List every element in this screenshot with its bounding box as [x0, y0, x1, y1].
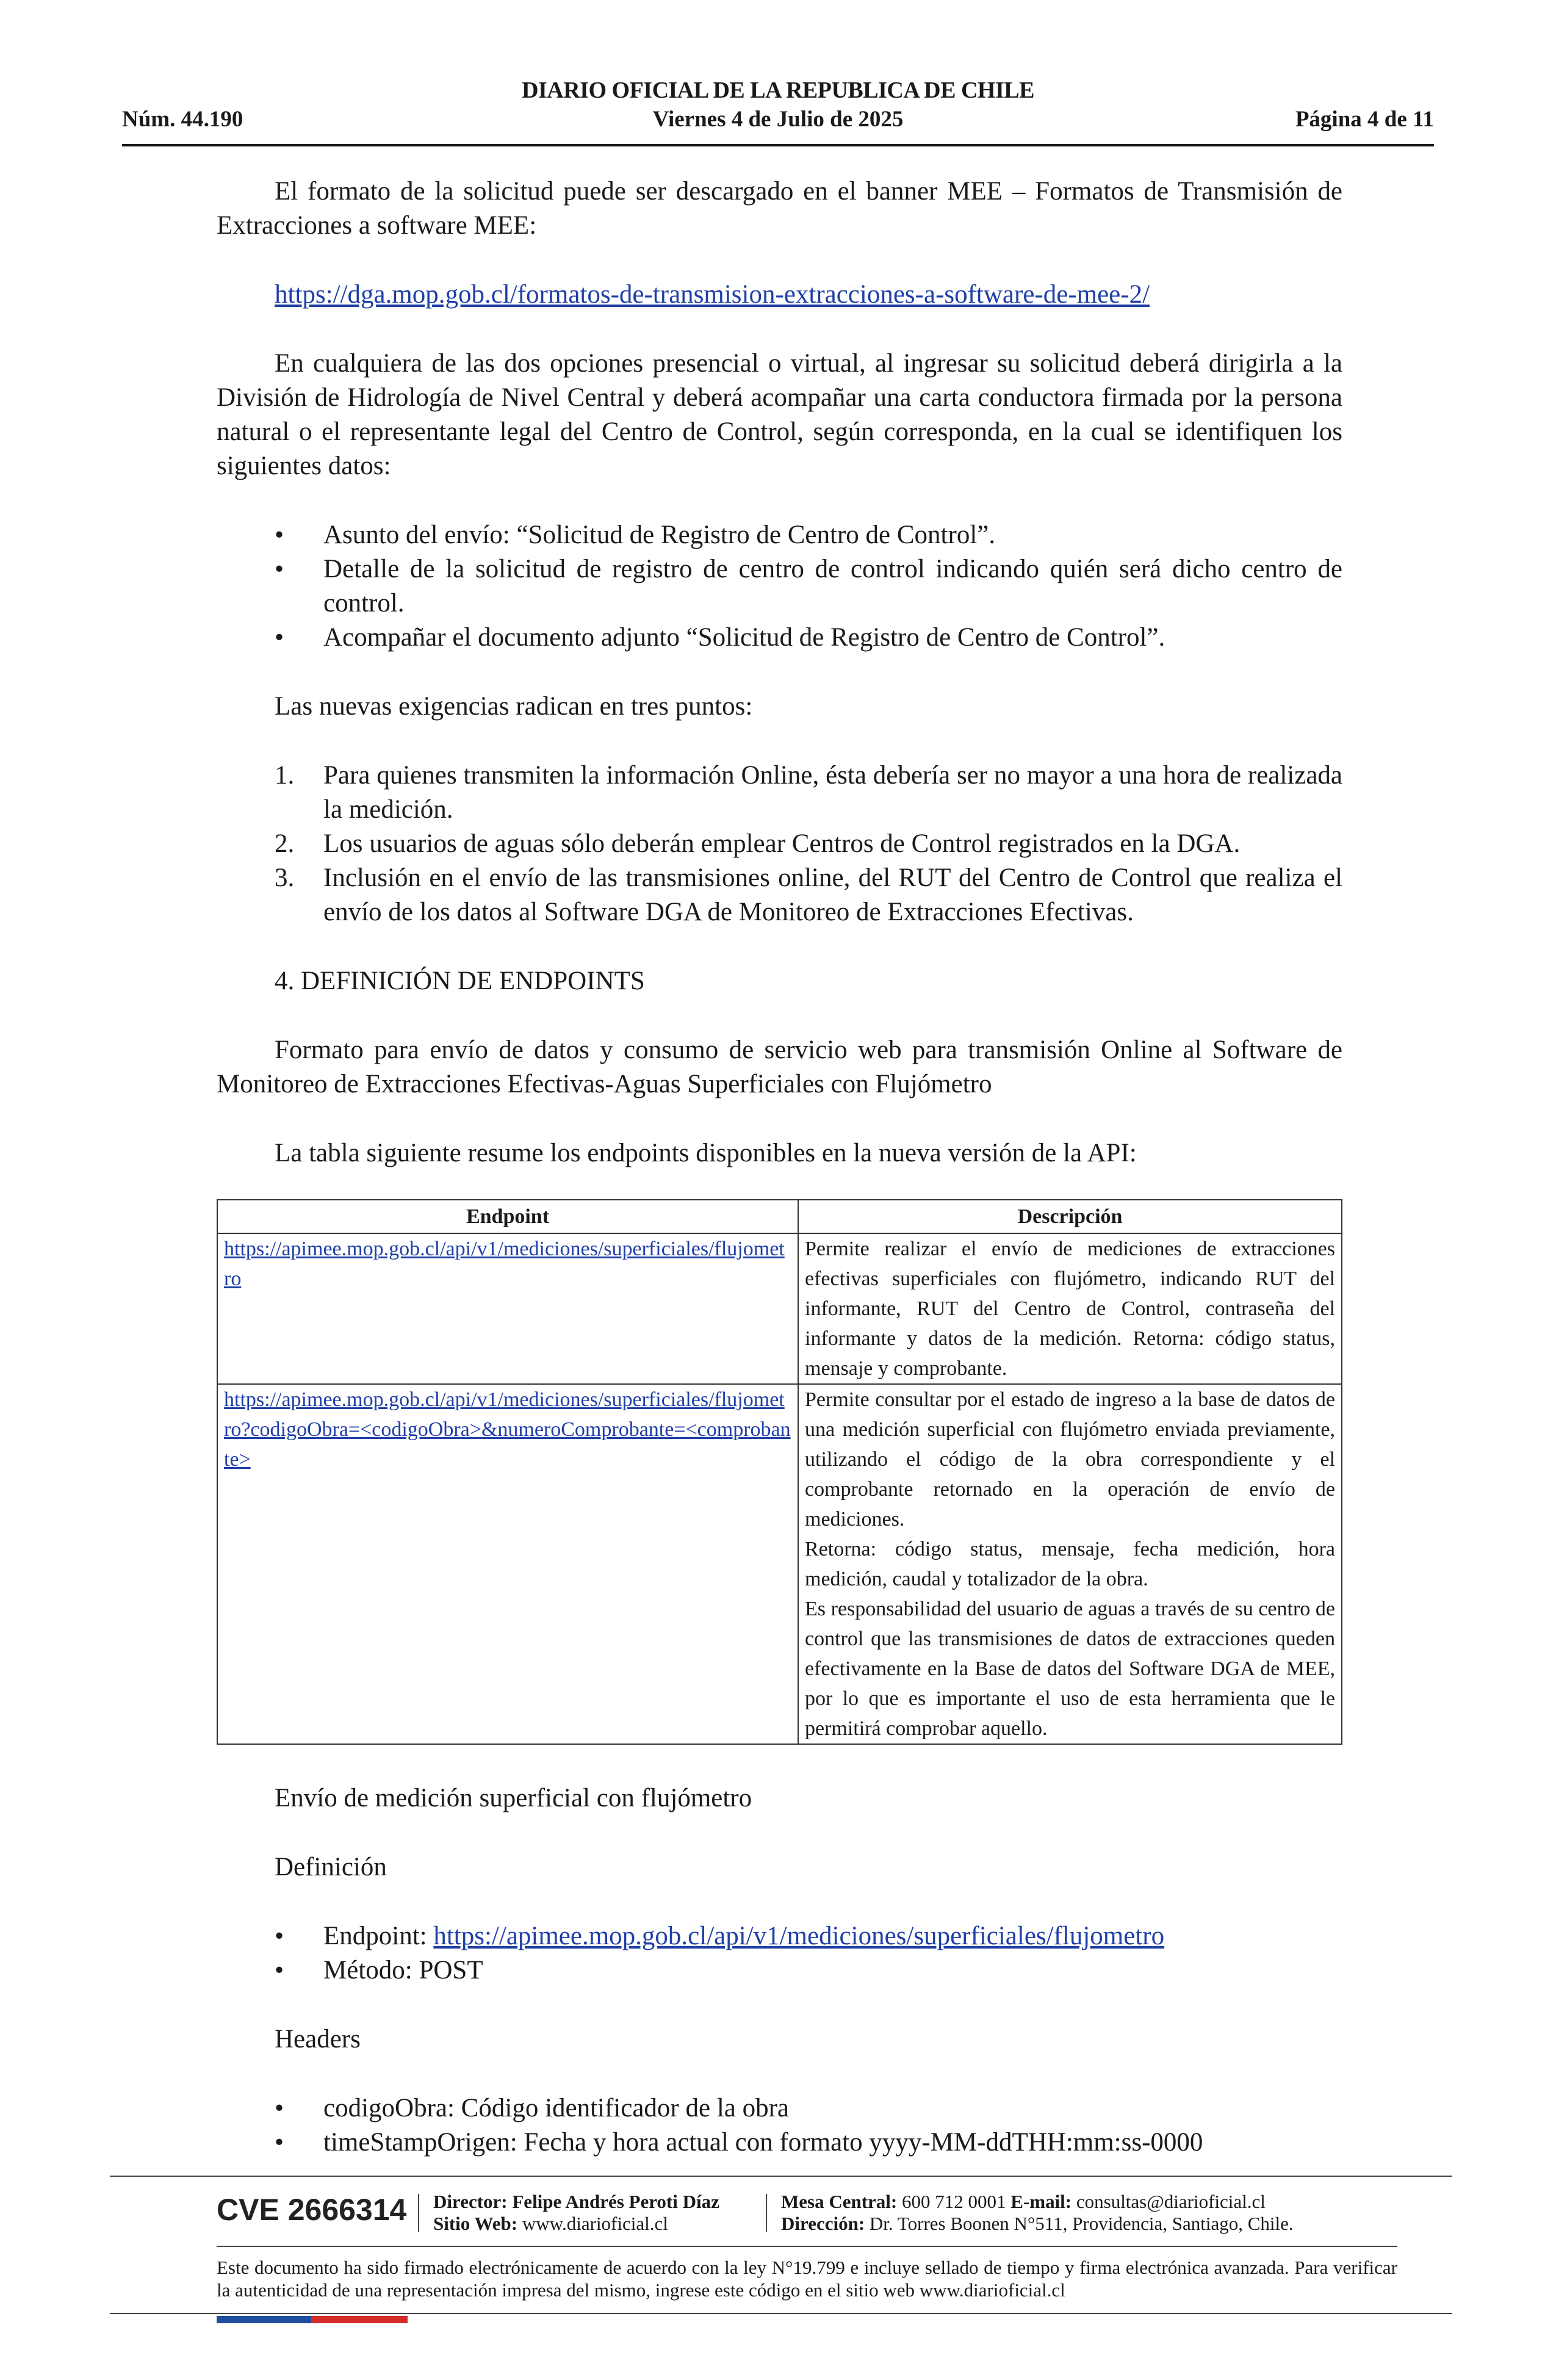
bullet-icon: • — [275, 2094, 284, 2122]
issue-date: Viernes 4 de Julio de 2025 — [652, 107, 904, 132]
cve-code: CVE 2666314 — [217, 2193, 407, 2227]
divider — [217, 2246, 1397, 2247]
list-item: • Detalle de la solicitud de registro de centro de control indicando quién será dicho centro de control. — [217, 552, 1342, 621]
endpoint-cell — [217, 1384, 798, 1744]
director-name: Felipe Andrés Peroti Díaz — [512, 2191, 719, 2212]
paragraph: La tabla siguiente resume los endpoints disponibles en la nueva versión de la API: — [275, 1139, 1137, 1167]
bullet-icon: • — [275, 1922, 284, 1950]
section-heading: 4. DEFINICIÓN DE ENDPOINTS — [275, 967, 645, 995]
list-item: 2. Los usuarios de aguas sólo deberán emplear Centros de Control registrados en la DGA. — [275, 829, 1241, 858]
divider — [418, 2194, 419, 2232]
email-link[interactable]: consultas@diarioficial.cl — [1076, 2191, 1266, 2212]
column-header: Descripción — [798, 1200, 1342, 1233]
bullet-icon: • — [275, 555, 284, 583]
page-header — [122, 77, 1434, 146]
newspaper-title: DIARIO OFICIAL DE LA REPUBLICA DE CHILE — [522, 78, 1034, 103]
paragraph: Las nuevas exigencias radican en tres puntos: — [275, 692, 753, 721]
bullet-list — [217, 518, 1342, 655]
issue-number: Núm. 44.190 — [122, 107, 243, 132]
bullet-icon: • — [275, 1956, 284, 1985]
bullet-icon: • — [275, 2128, 284, 2157]
definition-list — [217, 1919, 1342, 1988]
list-item: • codigoObra: Código identificador de la obra — [217, 2091, 1342, 2126]
numbered-list — [217, 759, 1342, 929]
list-item: • Acompañar el documento adjunto “Solicitud de Registro de Centro de Control”. — [217, 621, 1342, 655]
website-link[interactable]: www.diarioficial.cl — [522, 2213, 668, 2234]
table-row — [217, 1384, 1342, 1744]
bullet-icon: • — [275, 521, 284, 549]
footer-director-block: Director: Felipe Andrés Peroti Díaz Sitio Web: www.diarioficial.cl — [433, 2191, 719, 2234]
divider — [110, 2176, 1452, 2177]
flag-bar-red — [311, 2316, 408, 2323]
endpoint-link[interactable]: https://apimee.mop.gob.cl/api/v1/mediciones/superficiales/flujometro — [433, 1922, 1165, 1950]
phone-number: 600 712 0001 — [902, 2191, 1006, 2212]
description-cell: Permite realizar el envío de mediciones de extracciones efectivas superficiales con flujómetro, indicando RUT del informante, RUT del Centro de Control, contraseña del informante y datos de la medición. Retorna: código status, mensaje y comprobante. — [798, 1233, 1342, 1384]
paragraph: Formato para envío de datos y consumo de servicio web para transmisión Online al Software de Monitoreo de Extracciones Efectivas-Aguas Superficiales con Flujómetro — [217, 1036, 1342, 1098]
subheading: Definición — [275, 1853, 387, 1881]
bullet-icon: • — [275, 623, 284, 652]
list-item: • Método: POST — [217, 1953, 1342, 1988]
headers-list — [217, 2091, 1342, 2160]
document-body — [217, 175, 1342, 2194]
address: Dr. Torres Boonen N°511, Providencia, Santiago, Chile. — [869, 2213, 1294, 2234]
list-item: • Endpoint: https://apimee.mop.gob.cl/api/v1/mediciones/superficiales/flujometro — [217, 1919, 1342, 1953]
list-item: 3. Inclusión en el envío de las transmisiones online, del RUT del Centro de Control que realiza el envío de los datos al Software DGA de Monitoreo de Extracciones Efectivas. — [275, 864, 1342, 926]
endpoints-table — [217, 1199, 1342, 1745]
list-item: 1. Para quienes transmiten la información Online, ésta debería ser no mayor a una hora de realizada la medición. — [275, 761, 1342, 824]
divider — [766, 2194, 767, 2232]
column-header: Endpoint — [217, 1200, 798, 1233]
list-item: • Asunto del envío: “Solicitud de Registro de Centro de Control”. — [217, 518, 1342, 552]
list-item: • timeStampOrigen: Fecha y hora actual con formato yyyy-MM-ddTHH:mm:ss-0000 — [217, 2126, 1342, 2160]
subheading: Envío de medición superficial con flujómetro — [275, 1784, 752, 1812]
endpoint-cell — [217, 1233, 798, 1384]
footer-contact-block: Mesa Central: 600 712 0001 E-mail: consultas@diarioficial.cl Dirección: Dr. Torres Boonen N°511, Providencia, Santiago, Chile. — [781, 2191, 1294, 2234]
paragraph: En cualquiera de las dos opciones presencial o virtual, al ingresar su solicitud deberá dirigirla a la División de Hidrología de Nivel Central y deberá acompañar una carta conductora firmada por la persona natural o el representante legal del Centro de Control, según corresponda, en la cual se identifiquen los siguientes datos: — [217, 349, 1342, 480]
subheading: Headers — [275, 2025, 361, 2054]
signature-note: Este documento ha sido firmado electrónicamente de acuerdo con la ley N°19.799 e incluye sellado de tiempo y firma electrónica avanzada. Para verificar la autenticidad de una representación impresa del mismo, ingrese este código en el sitio web www.diarioficial.cl — [217, 2257, 1397, 2301]
paragraph — [217, 278, 1342, 312]
endpoint-link[interactable]: https://apimee.mop.gob.cl/api/v1/mediciones/superficiales/flujometro — [224, 1238, 785, 1290]
table-header-row — [217, 1200, 1342, 1233]
flag-bar-blue — [217, 2316, 311, 2323]
page-number: Página 4 de 11 — [1295, 107, 1434, 132]
formats-link[interactable]: https://dga.mop.gob.cl/formatos-de-transmision-extracciones-a-software-de-mee-2/ — [275, 280, 1150, 309]
endpoint-link[interactable]: https://apimee.mop.gob.cl/api/v1/mediciones/superficiales/flujometro?codigoObra=<codigoObra>&numeroComprobante=<comprobante> — [224, 1388, 791, 1471]
description-cell: Permite consultar por el estado de ingreso a la base de datos de una medición superficial con flujómetro enviada previamente, utilizando el código de la obra correspondiente y el comprobante retornado en la operación de envío de mediciones. Retorna: código status, mensaje, fecha medición, hora medición, caudal y totalizador de la obra. Es responsabilidad del usuario de aguas a través de su centro de control que las transmisiones de datos de extracciones queden efectivamente en la Base de datos del Software DGA de MEE, por lo que es importante el uso de esta herramienta que le permitirá comprobar aquello. — [798, 1384, 1342, 1744]
divider — [110, 2313, 1452, 2314]
paragraph: El formato de la solicitud puede ser descargado en el banner MEE – Formatos de Transmisión de Extracciones a software MEE: — [217, 177, 1342, 240]
table-row — [217, 1233, 1342, 1384]
